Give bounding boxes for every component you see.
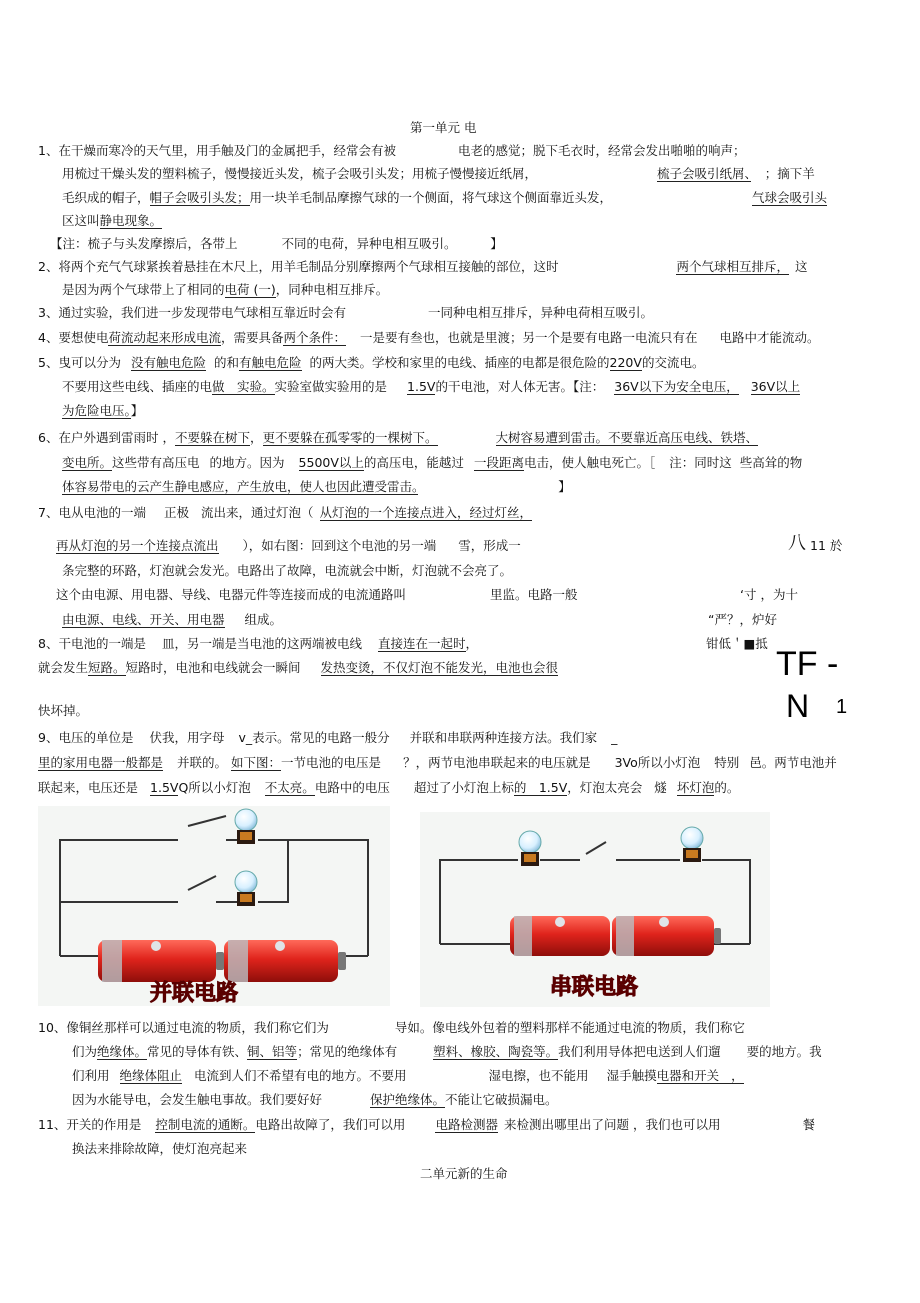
q7-line2: 再从灯泡的另一个连接点流出 ），如右图：回到这个电池的另一端 雪，形成一	[56, 538, 521, 553]
q2-line1: 2、将两个充气气球紧挨着悬挂在木尺上，用羊毛制品分别摩擦两个气球相互接触的部位，这时 两个气球相互排斥， 这	[38, 259, 808, 274]
next-unit-title: 二单元新的生命	[420, 1166, 508, 1181]
q5-line2: 不要用这些电线、插座的电做 实验。实验室做实验用的是 1.5V的干电池，对人体无害。【注： 36V以下为安全电压， 36V以上	[62, 379, 801, 394]
battery-icon	[98, 940, 224, 982]
battery-icon	[510, 916, 610, 956]
q5-line1: 5、曳可以分为 没有触电危险 的和有触电危险 的两大类。学校和家里的电线、插座的电都是很危险的220V的交流电。	[38, 355, 705, 370]
series-circuit-figure	[420, 812, 770, 1007]
bulb-icon	[519, 831, 541, 866]
q8-large-text-3: 1	[836, 696, 848, 718]
q8-large-text-2: N	[786, 688, 810, 724]
series-circuit-drawing	[420, 812, 770, 1007]
q9-line2: 里的家用电器一般都是 并联的。 如下图：一节电池的电压是 ？，两节电池串联起来的电压就是 3Vo所以小灯泡 特别 邑。两节电池并	[38, 755, 837, 770]
q7-line4: 这个由电源、用电器、导线、电器元件等连接而成的电流通路叫 里监。电路一般	[56, 587, 578, 602]
bulb-icon	[681, 827, 703, 862]
q3-line1: 3、通过实验，我们进一步发现带电气球相互靠近时会有 一同种电相互排斥，异种电荷相互吸引。	[38, 305, 653, 320]
q2-line2: 是因为两个气球带上了相同的电荷 (一)，同种电相互排斥。	[62, 282, 389, 297]
parallel-circuit-figure	[38, 806, 390, 1006]
battery-icon	[612, 916, 721, 956]
series-caption: 串联电路	[550, 975, 639, 1000]
q7-line1: 7、电从电池的一端 正极 流出来，通过灯泡（ 从灯泡的一个连接点进入，经过灯丝，	[38, 505, 533, 520]
q7-ocr-fragment-3: ‘寸 ，为十	[740, 587, 798, 602]
q7-line3: 条完整的环路，灯泡就会发光。电路出了故障，电流就会中断，灯泡就不会亮了。	[62, 563, 513, 578]
q9-line3: 联起来，电压还是 1.5VQ所以小灯泡 不太亮。电路中的电压 超过了小灯泡上标的 1.5V，灯泡太亮会 燧 坏灯泡的。	[38, 780, 740, 795]
q8-line2: 就会发生短路。短路时，电池和电线就会一瞬间 发热变烫，不仅灯泡不能发光，电池也会很	[38, 660, 559, 675]
q8-line1: 8、干电池的一端是 皿，另一端是当电池的这两端被电线 直接连在一起时，	[38, 636, 479, 651]
q1-line4: 区这叫静电现象。	[62, 213, 163, 228]
q1-note: 【注：梳子与头发摩擦后，各带上 不同的电荷，异种电相互吸引。 】	[50, 236, 503, 251]
q11-line2: 换法来排除故障，使灯泡亮起来	[72, 1141, 248, 1156]
page-title: 第一单元 电	[410, 120, 477, 135]
q8-line3: 快坏掉。	[38, 703, 89, 718]
q5-line3: 为危险电压。】	[62, 403, 144, 418]
q11-line1: 11、开关的作用是 控制电流的通断。电路出故障了，我们可以用 电路检测器 来检测出哪里出了问题 ，我们也可以用 餐	[38, 1117, 815, 1132]
q7-ocr-fragment-4: “严？，炉好	[708, 612, 777, 627]
q1-line3: 毛织成的帽子，帽子会吸引头发；用一块羊毛制品摩擦气球的一个侧面，将气球这个侧面靠近头发， 气球会吸引头	[62, 190, 828, 205]
q10-line4: 因为水能导电，会发生触电事故。我们要好好 保护绝缘体。不能让它破损漏电。	[72, 1092, 558, 1107]
q7-line5: 由电源、电线、开关、用电器 组成。	[62, 612, 283, 627]
q8-large-text-1: TF -	[776, 645, 839, 683]
q4-line1: 4、要想使电荷流动起来形成电流，需要具备两个条件： 一是要有叁也，也就是里渡；另一个是要有电路一电流只有在 电路中才能流动。	[38, 330, 820, 345]
bulb-icon	[235, 871, 257, 906]
q6-line1: 6、在户外遇到雷雨时 ，不要躲在树下，更不要躲在孤零零的一棵树下。 大树容易遭到雷击。不要靠近高压电线、铁塔、	[38, 430, 759, 445]
q6-line2: 变电所。这些带有高压电 的地方。因为 5500V以上的高压电，能越过 一段距离电击，使人触电死亡。［ 注：同时这 些高耸的物	[62, 455, 803, 470]
parallel-caption: 并联电路	[150, 981, 239, 1006]
q6-line3: 体容易带电的云产生静电感应，产生放电，使人也因此遭受雷击。 】	[62, 479, 571, 494]
q10-line3: 们利用 绝缘体阻止 电流到人们不希望有电的地方。不要用 湿电擦，也不能用 湿手触摸电器和开关 ，	[72, 1068, 744, 1083]
q10-line1: 10、像铜丝那样可以通过电流的物质，我们称它们为 导如。像电线外包着的塑料那样不能通过电流的物质，我们称它	[38, 1020, 745, 1035]
bulb-icon	[235, 809, 257, 844]
q8-ocr-fragment: 钳低＇■抵	[706, 636, 768, 651]
q1-line1: 1、在干燥而寒冷的天气里，用手触及门的金属把手，经常会有被 电老的感觉；脱下毛衣时，经常会发出啪啪的响声；	[38, 143, 746, 158]
q7-ocr-fragment-2: 11 於	[810, 538, 843, 553]
q1-line2: 用梳过干燥头发的塑料梳子，慢慢接近头发，梳子会吸引头发；用梳子慢慢接近纸屑， 梳子会吸引纸屑、 ；摘下羊	[62, 166, 815, 181]
q9-line1: 9、电压的单位是 伏我，用字母 v_表示。常见的电路一般分 并联和串联两种连接方法。我们家 _	[38, 730, 618, 745]
battery-icon	[224, 940, 346, 982]
parallel-circuit-drawing	[38, 806, 390, 1006]
q7-ocr-fragment-1: 八	[788, 533, 806, 554]
q10-line2: 们为绝缘体。常见的导体有铁、铜、铝等；常见的绝缘体有 塑料、橡胶、陶瓷等。我们利用导体把电送到人们遛 要的地方。我	[72, 1044, 822, 1059]
